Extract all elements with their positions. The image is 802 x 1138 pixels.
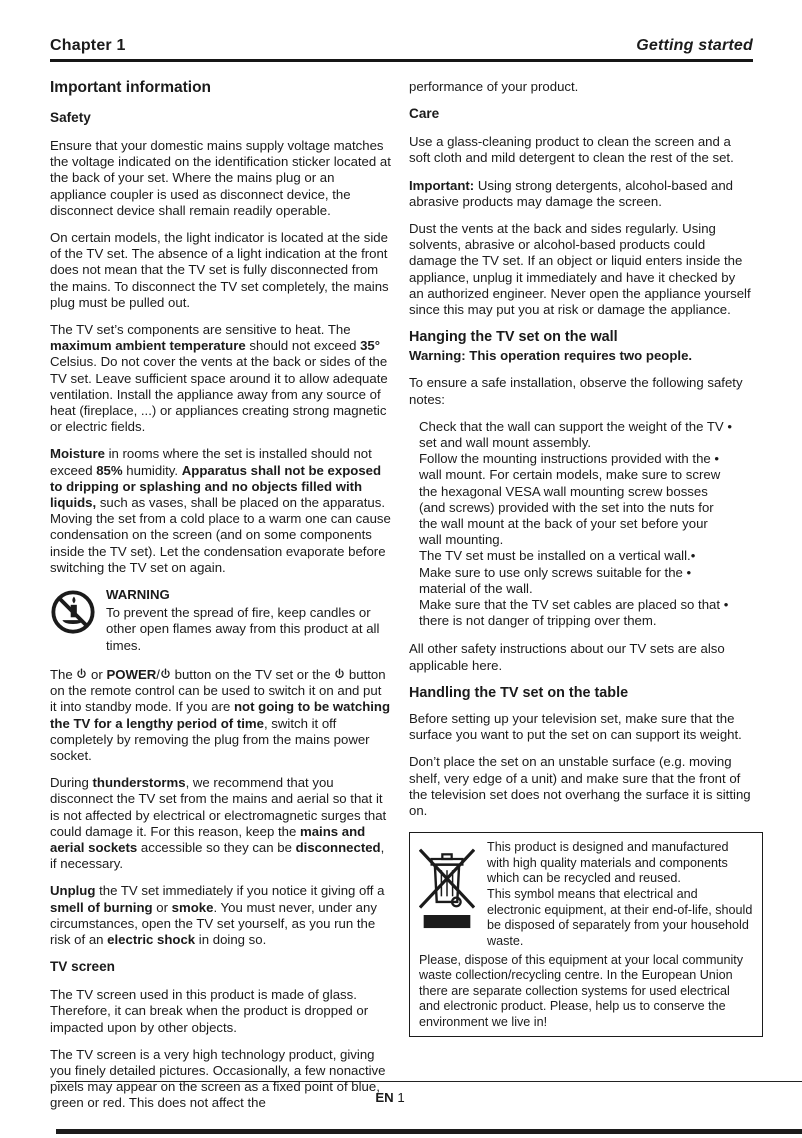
safety-note-cables: Make sure that the TV set cables are placed so that • there is not danger of tripping over them.: [419, 597, 729, 629]
right-column: [409, 79, 753, 1123]
safety-note-vertical-wall: The TV set must be installed on a vertical wall.•: [419, 548, 696, 564]
heading-handling-table: Handling the TV set on the table: [409, 684, 629, 701]
heading-safety: Safety: [50, 110, 91, 125]
page-title: Important information: [50, 79, 212, 96]
recycling-text-disposal: Please, dispose of this equipment at your local community waste collection/recycling centre. In the European Union there are separate collection systems for used electrical and electronic product. Please, help us to conserve the environment we live in!: [419, 952, 744, 1029]
heading-hanging-wall: Hanging the TV set on the wall: [409, 329, 618, 346]
paragraph-thunderstorms: During thunderstorms, we recommend that you disconnect the TV set from the mains and aerial so that it is not affected by electrical or electromagnetic surges that could damage it. For this reason, keep the mains and aerial sockets accessible so they can be disconnected, if necessary.: [50, 775, 387, 872]
paragraph-glass: The TV screen used in this product is made of glass. Therefore, it can break when the product is dropped or impacted upon by other objects.: [50, 987, 369, 1035]
section-title: Getting started: [636, 37, 753, 54]
safety-notes-list: [409, 419, 753, 630]
paragraph-voltage: Ensure that your domestic mains supply voltage matches the voltage indicated on the identification sticker located at the back of your set. Where the mains plug or an appliance coupler is used as disconnect device, the disconnect device shall remain readily operable.: [50, 138, 391, 218]
weee-crossed-out-bin-icon: [419, 840, 475, 950]
paragraph-performance: performance of your product.: [409, 79, 579, 94]
recycling-text-symbol: This symbol means that electrical and electronic equipment, at their end-of-life, should be disposed of separately from your household waste.: [487, 887, 753, 948]
paragraph-moisture: Moisture in rooms where the set is installed should not exceed 85% humidity. Apparatus shall not be exposed to dripping or splashing and no objects filled with liquids, such as vases, shall be placed on the apparatus. Moving the set from a cold place to a warm one can cause condensation on the screen (and on some components inside the TV set). Let the condensation evaporate before switching the TV set on again.: [50, 446, 391, 575]
footer-language: EN: [375, 1090, 394, 1105]
warning-title: WARNING: [106, 587, 170, 603]
candle-warning-block: [50, 587, 391, 654]
page-header: [50, 38, 753, 62]
safety-note-wall-weight: Check that the wall can support the weight of the TV • set and wall mount assembly.: [419, 418, 732, 451]
chapter-title: Chapter 1: [50, 37, 126, 54]
heading-care: Care: [409, 106, 440, 122]
paragraph-important-detergents: Important: Using strong detergents, alcohol-based and abrasive products may damage the screen.: [409, 177, 733, 209]
safety-note-screws: Make sure to use only screws suitable for the • material of the wall.: [419, 564, 692, 596]
bottom-edge-bar: [56, 1129, 802, 1134]
header-rule: [50, 59, 753, 62]
left-column: [50, 79, 394, 1123]
paragraph-unstable-surface: Don’t place the set on an unstable surface (e.g. moving shelf, very edge of a unit) and make sure that the front of the television set does not overhang the surface it is sitting on.: [409, 754, 751, 818]
power-icon: [76, 668, 87, 680]
recycling-notice-text: [487, 840, 753, 950]
paragraph-unplug: Unplug the TV set immediately if you notice it giving off a smell of burning or smoke. You must never, under any circumstances, open the TV set yourself, as you run the risk of an electric shock in doing so.: [50, 883, 385, 947]
paragraph-other-instructions: All other safety instructions about our TV sets are also applicable here.: [409, 641, 725, 673]
warning-body: To prevent the spread of fire, keep candles or other open flames away from this product at all times.: [106, 605, 380, 653]
content-columns: [50, 79, 753, 1123]
heading-tv-screen: TV screen: [50, 959, 115, 975]
power-icon: [334, 668, 345, 680]
paragraph-cleaning: Use a glass-cleaning product to clean the screen and a soft cloth and mild detergent to clean the rest of the set.: [409, 134, 734, 166]
paragraph-safe-installation: To ensure a safe installation, observe the following safety notes:: [409, 375, 743, 407]
paragraph-heat: The TV set’s components are sensitive to heat. The maximum ambient temperature should not exceed 35° Celsius. Do not cover the vents at the back or sides of the TV set. Leave sufficient space around it to allow adequate ventilation. Install the appliance away from any source of heat (fireplace, ...) or appliances creating strong magnetic or electric fields.: [50, 322, 388, 435]
recycling-text-materials: This product is designed and manufactured with high quality materials and components which can be recycled and reused.: [487, 840, 729, 885]
warning-text: [106, 587, 391, 654]
no-candles-icon: [50, 587, 96, 654]
paragraph-power-button: The or POWER/ button on the TV set or the button on the remote control can be used to switch it on and put it into standby mode. If you are not going to be watching the TV for a lengthy period of time, switch it off completely by removing the plug from the mains power socket.: [50, 666, 391, 763]
warning-two-people: Warning: This operation requires two people.: [409, 348, 693, 364]
paragraph-light-indicator: On certain models, the light indicator is located at the side of the TV set. The absence of a light indication at the front does not mean that the TV set is fully disconnected from the mains. To disconnect the TV set completely, the mains plug must be pulled out.: [50, 230, 389, 310]
footer-page-number: 1: [397, 1090, 405, 1105]
header-row: [50, 38, 753, 54]
footer-rule: [56, 1081, 802, 1082]
paragraph-pixels: The TV screen is a very high technology product, giving you finely detailed pictures. Occasionally, a few nonactive pixels may appear on the screen as a fixed point of blue, green or red. This does not affect the: [50, 1046, 386, 1111]
paragraph-surface-weight: Before setting up your television set, make sure that the surface you want to put the set on can support its weight.: [409, 710, 742, 743]
page-footer: [0, 1090, 780, 1106]
recycling-notice-box: [409, 832, 763, 1037]
paragraph-dust-vents: Dust the vents at the back and sides regularly. Using solvents, abrasive or alcohol-based products could damage the TV set. If an object or liquid enters inside the appliance, unplug it immediately and have it checked by an authorized engineer. Never open the appliance yourself since this may put you at risk or damage the appliance.: [409, 221, 751, 318]
safety-note-mounting-instructions: Follow the mounting instructions provided with the • wall mount. For certain models, make sure to screw the hexagonal VESA wall mounting screw bosses (and screws) provided with the set into the nuts for the wall mount at the back of your set before your wall mounting.: [419, 451, 721, 548]
recycling-notice-top: [419, 840, 753, 950]
power-icon: [160, 668, 171, 680]
